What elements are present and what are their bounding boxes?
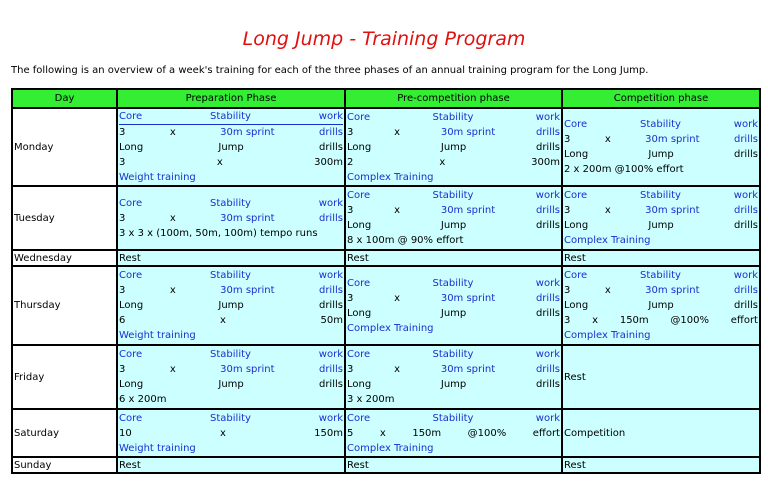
day-cell: Thursday bbox=[12, 266, 117, 345]
core-stability-link[interactable]: Core Stability work bbox=[564, 270, 758, 281]
page-title: Long Jump - Training Program bbox=[242, 28, 526, 50]
run-line: 3 x 150m @100% effort bbox=[564, 315, 758, 326]
table-row bbox=[12, 186, 760, 250]
prep-cell: Rest bbox=[117, 250, 345, 266]
sprint-line: 3 x 30m sprint drills bbox=[564, 285, 758, 296]
jump-line: Long Jump drills bbox=[347, 307, 560, 319]
comp-cell bbox=[562, 186, 760, 250]
core-stability-link[interactable]: Core Stability work bbox=[347, 111, 560, 123]
jump-line: Long Jump drills bbox=[564, 300, 758, 311]
sprint-line: 3 x 30m sprint drills bbox=[347, 292, 560, 304]
training-table bbox=[11, 88, 761, 474]
table-row bbox=[12, 457, 760, 473]
complex-training-link[interactable]: Complex Training bbox=[564, 330, 651, 341]
day-cell: Monday bbox=[12, 108, 117, 186]
run-line: 2 x 300m bbox=[347, 156, 560, 168]
day-cell: Tuesday bbox=[12, 186, 117, 250]
day-cell: Wednesday bbox=[12, 250, 117, 266]
pre-cell: Rest bbox=[345, 250, 562, 266]
core-stability-link[interactable]: Core Stability work bbox=[564, 119, 758, 130]
day-cell: Sunday bbox=[12, 457, 117, 473]
sprint-line: 3 x 30m sprint drills bbox=[564, 205, 758, 216]
prep-cell bbox=[117, 186, 345, 250]
sprint-line: 3 x 30m sprint drills bbox=[119, 212, 343, 224]
sprint-line: 3 x 30m sprint drills bbox=[347, 126, 560, 138]
prep-cell bbox=[117, 108, 345, 186]
core-stability-link[interactable]: Core Stability work bbox=[347, 190, 560, 201]
sprint-line: 3 x 30m sprint drills bbox=[564, 134, 758, 145]
sprint-line: 3 x 30m sprint drills bbox=[347, 205, 560, 216]
run-line: 3 x 3 x (100m, 50m, 100m) tempo runs bbox=[119, 227, 318, 239]
day-cell: Friday bbox=[12, 345, 117, 409]
core-stability-link[interactable]: Core Stability work bbox=[347, 277, 560, 289]
comp-cell bbox=[562, 108, 760, 186]
pre-cell bbox=[345, 409, 562, 457]
jump-line: Long Jump drills bbox=[119, 379, 343, 390]
jump-line: Long Jump drills bbox=[347, 220, 560, 231]
sprint-line: 3 x 30m sprint drills bbox=[347, 364, 560, 375]
comp-cell: Rest bbox=[562, 457, 760, 473]
intro-text: The following is an overview of a week's training for each of the three phases of an annual training program for the Long Jump. bbox=[11, 65, 649, 76]
prep-cell bbox=[117, 409, 345, 457]
pre-cell bbox=[345, 345, 562, 409]
run-line: 3 x 200m bbox=[347, 394, 395, 405]
core-stability-link[interactable]: Core Stability work bbox=[119, 109, 343, 125]
weight-training-link[interactable]: Weight training bbox=[119, 442, 196, 454]
complex-training-link[interactable]: Complex Training bbox=[347, 442, 434, 454]
header-preparation: Preparation Phase bbox=[117, 89, 345, 108]
comp-cell bbox=[562, 266, 760, 345]
run-line: 10 x 150m bbox=[119, 427, 343, 439]
core-stability-link[interactable]: Core Stability work bbox=[564, 190, 758, 201]
jump-line: Long Jump drills bbox=[119, 142, 343, 153]
table-row bbox=[12, 345, 760, 409]
pre-cell bbox=[345, 186, 562, 250]
run-line: 2 x 200m @100% effort bbox=[564, 164, 684, 175]
run-line: 6 x 50m bbox=[119, 315, 343, 326]
sprint-line: 3 x 30m sprint drills bbox=[119, 364, 343, 375]
sprint-line: 3 x 30m sprint drills bbox=[119, 285, 343, 296]
table-row bbox=[12, 250, 760, 266]
run-line: 6 x 200m bbox=[119, 394, 167, 405]
pre-cell bbox=[345, 108, 562, 186]
core-stability-link[interactable]: Core Stability work bbox=[119, 412, 343, 424]
core-stability-link[interactable]: Core Stability work bbox=[119, 197, 343, 209]
comp-cell: Competition bbox=[562, 409, 760, 457]
jump-line: Long Jump drills bbox=[564, 220, 758, 231]
header-day: Day bbox=[12, 89, 117, 108]
comp-cell: Rest bbox=[562, 250, 760, 266]
jump-line: Long Jump drills bbox=[347, 141, 560, 153]
header-row bbox=[12, 89, 760, 108]
complex-training-link[interactable]: Complex Training bbox=[564, 235, 651, 246]
prep-cell bbox=[117, 345, 345, 409]
run-line: 8 x 100m @ 90% effort bbox=[347, 235, 464, 246]
prep-cell bbox=[117, 266, 345, 345]
table-row bbox=[12, 108, 760, 186]
pre-cell: Rest bbox=[345, 457, 562, 473]
core-stability-link[interactable]: Core Stability work bbox=[119, 349, 343, 360]
weight-training-link[interactable]: Weight training bbox=[119, 330, 196, 341]
header-pre-competition: Pre-competition phase bbox=[345, 89, 562, 108]
header-competition: Competition phase bbox=[562, 89, 760, 108]
jump-line: Long Jump drills bbox=[564, 149, 758, 160]
core-stability-link[interactable]: Core Stability work bbox=[347, 412, 560, 424]
run-line: 5 x 150m @100% effort bbox=[347, 427, 560, 439]
table-row bbox=[12, 409, 760, 457]
core-stability-link[interactable]: Core Stability work bbox=[119, 270, 343, 281]
prep-cell: Rest bbox=[117, 457, 345, 473]
complex-training-link[interactable]: Complex Training bbox=[347, 322, 434, 334]
run-line: 3 x 300m bbox=[119, 157, 343, 168]
sprint-line: 3 x 30m sprint drills bbox=[119, 127, 343, 138]
weight-training-link[interactable]: Weight training bbox=[119, 172, 196, 183]
table-row bbox=[12, 266, 760, 345]
day-cell: Saturday bbox=[12, 409, 117, 457]
comp-cell: Rest bbox=[562, 345, 760, 409]
pre-cell bbox=[345, 266, 562, 345]
complex-training-link[interactable]: Complex Training bbox=[347, 171, 434, 183]
jump-line: Long Jump drills bbox=[347, 379, 560, 390]
core-stability-link[interactable]: Core Stability work bbox=[347, 349, 560, 360]
jump-line: Long Jump drills bbox=[119, 300, 343, 311]
